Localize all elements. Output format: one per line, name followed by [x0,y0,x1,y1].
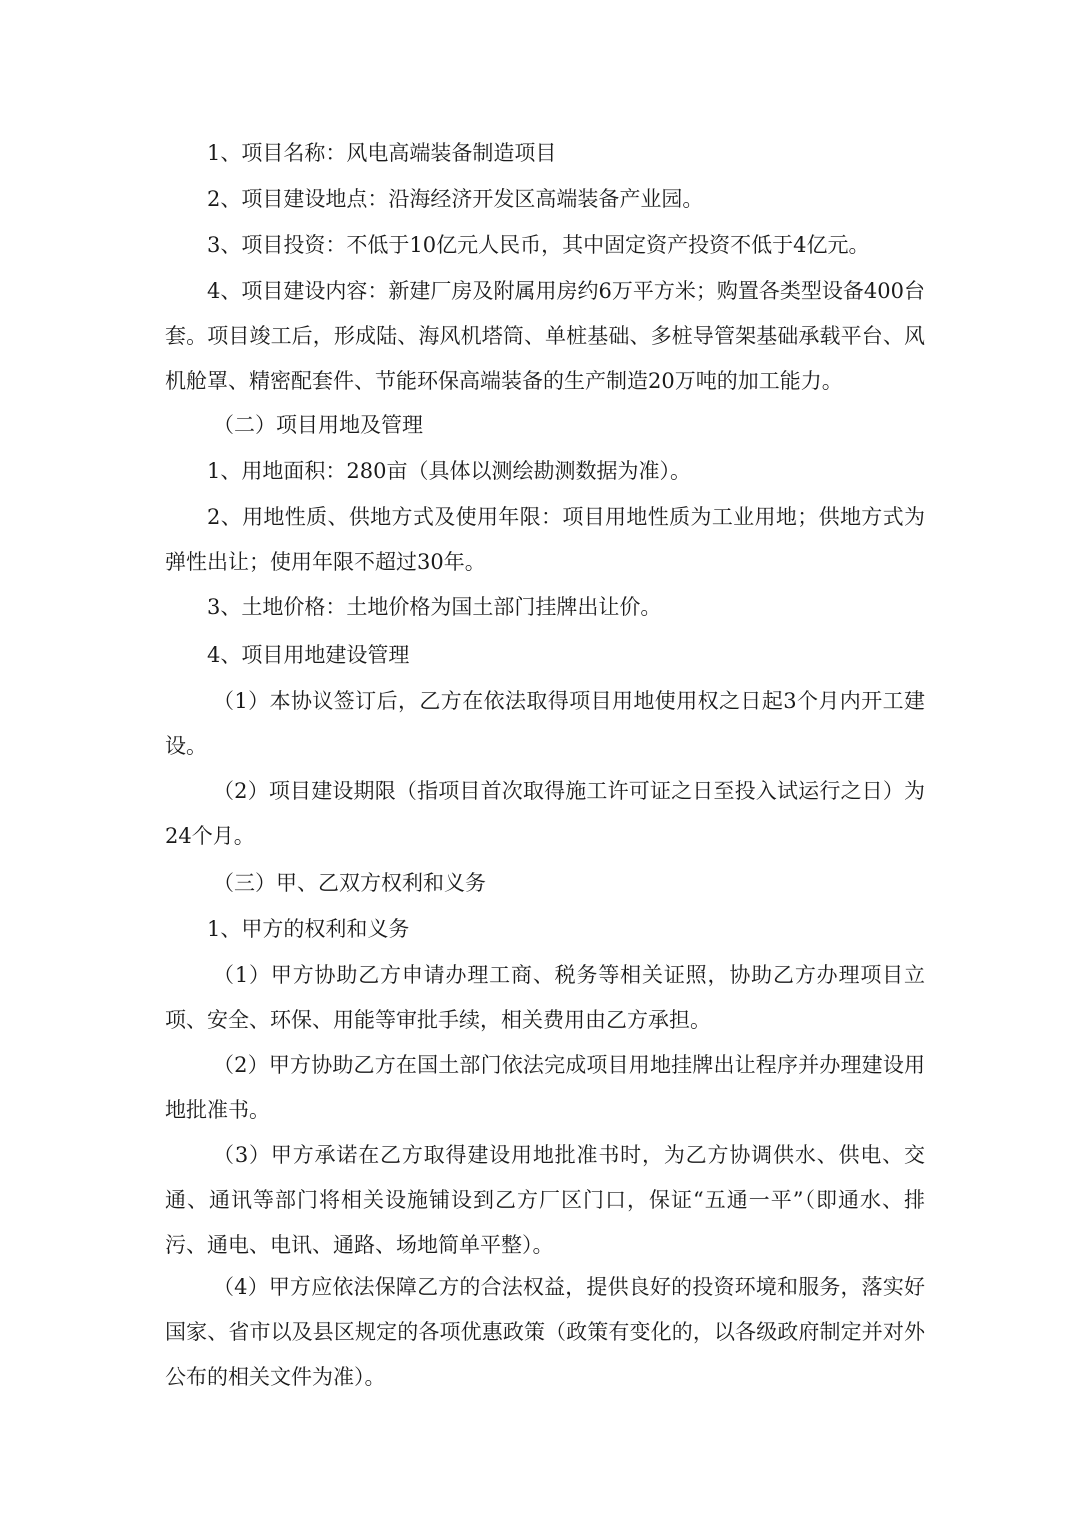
project-content-paragraph: 4、项目建设内容：新建厂房及附属用房约6万平方米；购置各类型设备400台套。项目竣工后，形成陆、海风机塔筒、单桩基础、多桩导管架基础承载平台、风机舱罩、精密配套件、节能环保高端装备的生产制造20万吨的加工能力。 [165,279,925,393]
project-location-paragraph: 2、项目建设地点：沿海经济开发区高端装备产业园。 [207,187,704,211]
party-a-clause-4: （4）甲方应依法保障乙方的合法权益，提供良好的投资环境和服务，落实好国家、省市以及县区规定的各项优惠政策（政策有变化的，以各级政府制定并对外公布的相关文件为准）。 [165,1275,925,1389]
land-area-paragraph: 1、用地面积：280亩（具体以测绘勘测数据为准）。 [207,459,691,483]
party-a-clause-3: （3）甲方承诺在乙方取得建设用地批准书时，为乙方协调供水、供电、交通、通讯等部门将相关设施铺设到乙方厂区门口，保证“五通一平”（即通水、排污、通电、电讯、通路、场地简单平整）。 [165,1143,925,1257]
project-name-paragraph: 1、项目名称：风电高端装备制造项目 [207,141,557,165]
land-management-paragraph: 4、项目用地建设管理 [207,643,410,667]
party-a-clause-1: （1）甲方协助乙方申请办理工商、税务等相关证照，协助乙方办理项目立项、安全、环保、用能等审批手续，相关费用由乙方承担。 [165,963,925,1032]
party-a-rights-heading: 1、甲方的权利和义务 [207,917,410,941]
land-price-paragraph: 3、土地价格：土地价格为国土部门挂牌出让价。 [207,595,662,619]
party-a-clause-2: （2）甲方协助乙方在国土部门依法完成项目用地挂牌出让程序并办理建设用地批准书。 [165,1053,925,1122]
land-nature-paragraph: 2、用地性质、供地方式及使用年限：项目用地性质为工业用地；供地方式为弹性出让；使用年限不超过30年。 [165,505,925,574]
section-heading-land: （二）项目用地及管理 [213,413,423,437]
section-heading-rights: （三）甲、乙双方权利和义务 [213,871,486,895]
project-investment-paragraph: 3、项目投资：不低于10亿元人民币，其中固定资产投资不低于4亿元。 [207,233,870,257]
clause-1-construction-start: （1）本协议签订后，乙方在依法取得项目用地使用权之日起3个月内开工建设。 [165,689,925,758]
clause-2-construction-period: （2）项目建设期限（指项目首次取得施工许可证之日至投入试运行之日）为24个月。 [165,779,925,848]
